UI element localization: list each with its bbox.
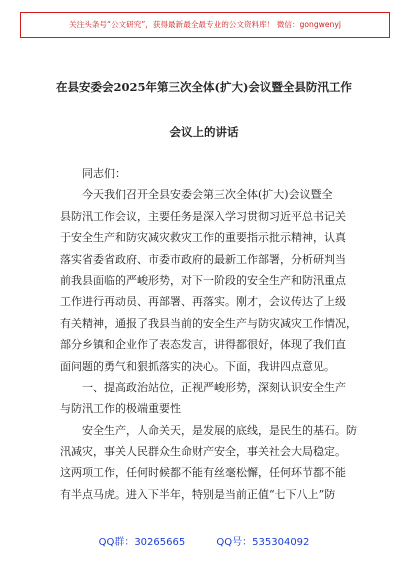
- paragraph-line: 安全生产，人命关天，是发展的底线，是民生的基石。防: [82, 423, 357, 437]
- section-heading: 一、提高政治站位，正视严峻形势，深刻认识安全生产: [82, 380, 346, 394]
- salutation: 同志们：: [82, 167, 126, 180]
- paragraph-line: 前我县面临的严峻形势，对下一阶段的安全生产和防汛重点: [60, 273, 346, 287]
- footer-contact: [0, 533, 408, 548]
- paragraph-line: 落实省委省政府、市委市政府的最新工作部署，分析研判当: [60, 252, 346, 266]
- paragraph-line: 汛减灾，事关人民群众生命财产安全，事关社会大局稳定。: [60, 445, 346, 459]
- paragraph-line: 这两项工作，任何时候都不能有丝毫松懈，任何环节都不能: [60, 466, 346, 480]
- paragraph-line: 县防汛工作会议，主要任务是深入学习贯彻习近平总书记关: [60, 209, 346, 223]
- paragraph-line: 部分乡镇和企业作了表态发言，讲得都很好，体现了我们直: [60, 338, 346, 352]
- paragraph-line: 有半点马虎。进入下半年，特别是当前正值“七下八上”防: [60, 487, 336, 501]
- paragraph-line: 工作进行再动员、再部署、再落实。刚才，会议传达了上级: [60, 295, 346, 309]
- header-banner: 关注头条号“公文研究”，获得最新最全最专业的公文资料库！ 微信：gongwenyj: [20, 12, 390, 38]
- paragraph-line: 面问题的勇气和狠抓落实的决心。下面，我讲四点意见。: [60, 359, 335, 373]
- paragraph-line: 有关精神，通报了我县当前的安全生产与防灾减灾工作情况，: [60, 316, 357, 330]
- document-title-line2: 会议上的讲话: [169, 125, 239, 139]
- document-body: [60, 163, 360, 505]
- paragraph-line: 于安全生产和防灾减灾救灾工作的重要指示批示精神，认真: [60, 231, 346, 245]
- paragraph-line: 今天我们召开全县安委会第三次全体(扩大)会议暨全: [82, 188, 333, 202]
- document-title: 在县安委会2025年第三次全体(扩大)会议暨全县防汛工作: [56, 80, 352, 94]
- qq-number-label: QQ号：535304092: [216, 537, 310, 548]
- section-heading-cont: 与防汛工作的极端重要性: [60, 402, 181, 416]
- qq-group-label: QQ群：30265665: [98, 537, 186, 548]
